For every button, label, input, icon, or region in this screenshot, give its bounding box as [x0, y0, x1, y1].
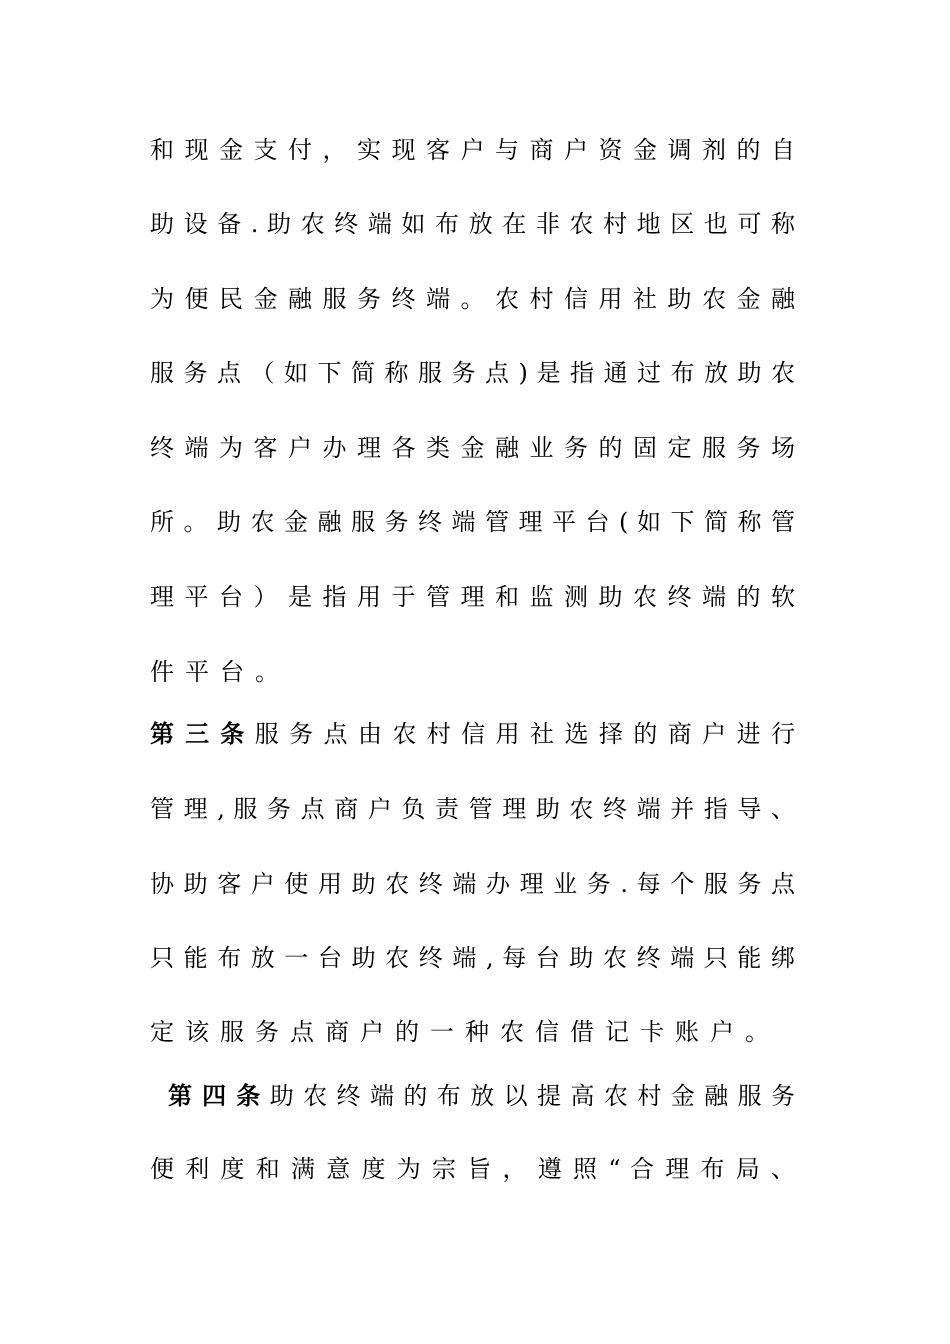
body-text-line: 管 理 , 服 务 点 商 户 负 责 管 理 助 农 终 端 并 指 导 、: [150, 795, 795, 823]
body-text-line: 定该服务点商户的一种农信借记卡账户。: [150, 1018, 780, 1046]
article-4-first-line: [150, 1076, 795, 1116]
body-text-line: 和 现 金 支 付 ， 实 现 客 户 与 商 户 资 金 调 剂 的 自: [150, 136, 795, 164]
body-text-line: 协 助 客 户 使 用 助 农 终 端 办 理 业 务 . 每 个 服 务 点: [150, 870, 795, 898]
article-4-first-line-text: 助 农 终 端 的 布 放 以 提 高 农 村 金 融 服 务: [269, 1082, 795, 1110]
body-text-line: 理 平 台 ） 是 指 用 于 管 理 和 监 测 助 农 终 端 的 软: [150, 583, 795, 611]
article-3-heading: 第 三 条: [150, 719, 246, 748]
body-text-line: 件平台。: [150, 658, 290, 686]
body-text-line: 为 便 民 金 融 服 务 终 端 。 农 村 信 用 社 助 农 金 融: [150, 285, 795, 313]
article-3-first-line-text: 服 务 点 由 农 村 信 用 社 选 择 的 商 户 进 行: [254, 720, 795, 748]
document-page: [150, 0, 795, 1344]
body-text-line: 便 利 度 和 满 意 度 为 宗 旨 ， 遵 照 “ 合 理 布 局 、: [150, 1155, 795, 1183]
body-text-line: 所 。 助 农 金 融 服 务 终 端 管 理 平 台 ( 如 下 简 称 管: [150, 508, 795, 536]
article-3-first-line: [150, 714, 795, 754]
article-4-heading: 第 四 条: [168, 1081, 262, 1110]
body-text-line: 只 能 布 放 一 台 助 农 终 端 , 每 台 助 农 终 端 只 能 绑: [150, 944, 795, 972]
body-text-line: 服 务 点 （ 如 下 简 称 服 务 点 ) 是 指 通 过 布 放 助 农: [150, 359, 795, 387]
body-text-line: 终 端 为 客 户 办 理 各 类 金 融 业 务 的 固 定 服 务 场: [150, 434, 795, 462]
body-text-line: 助 设 备 . 助 农 终 端 如 布 放 在 非 农 村 地 区 也 可 称: [150, 210, 795, 238]
